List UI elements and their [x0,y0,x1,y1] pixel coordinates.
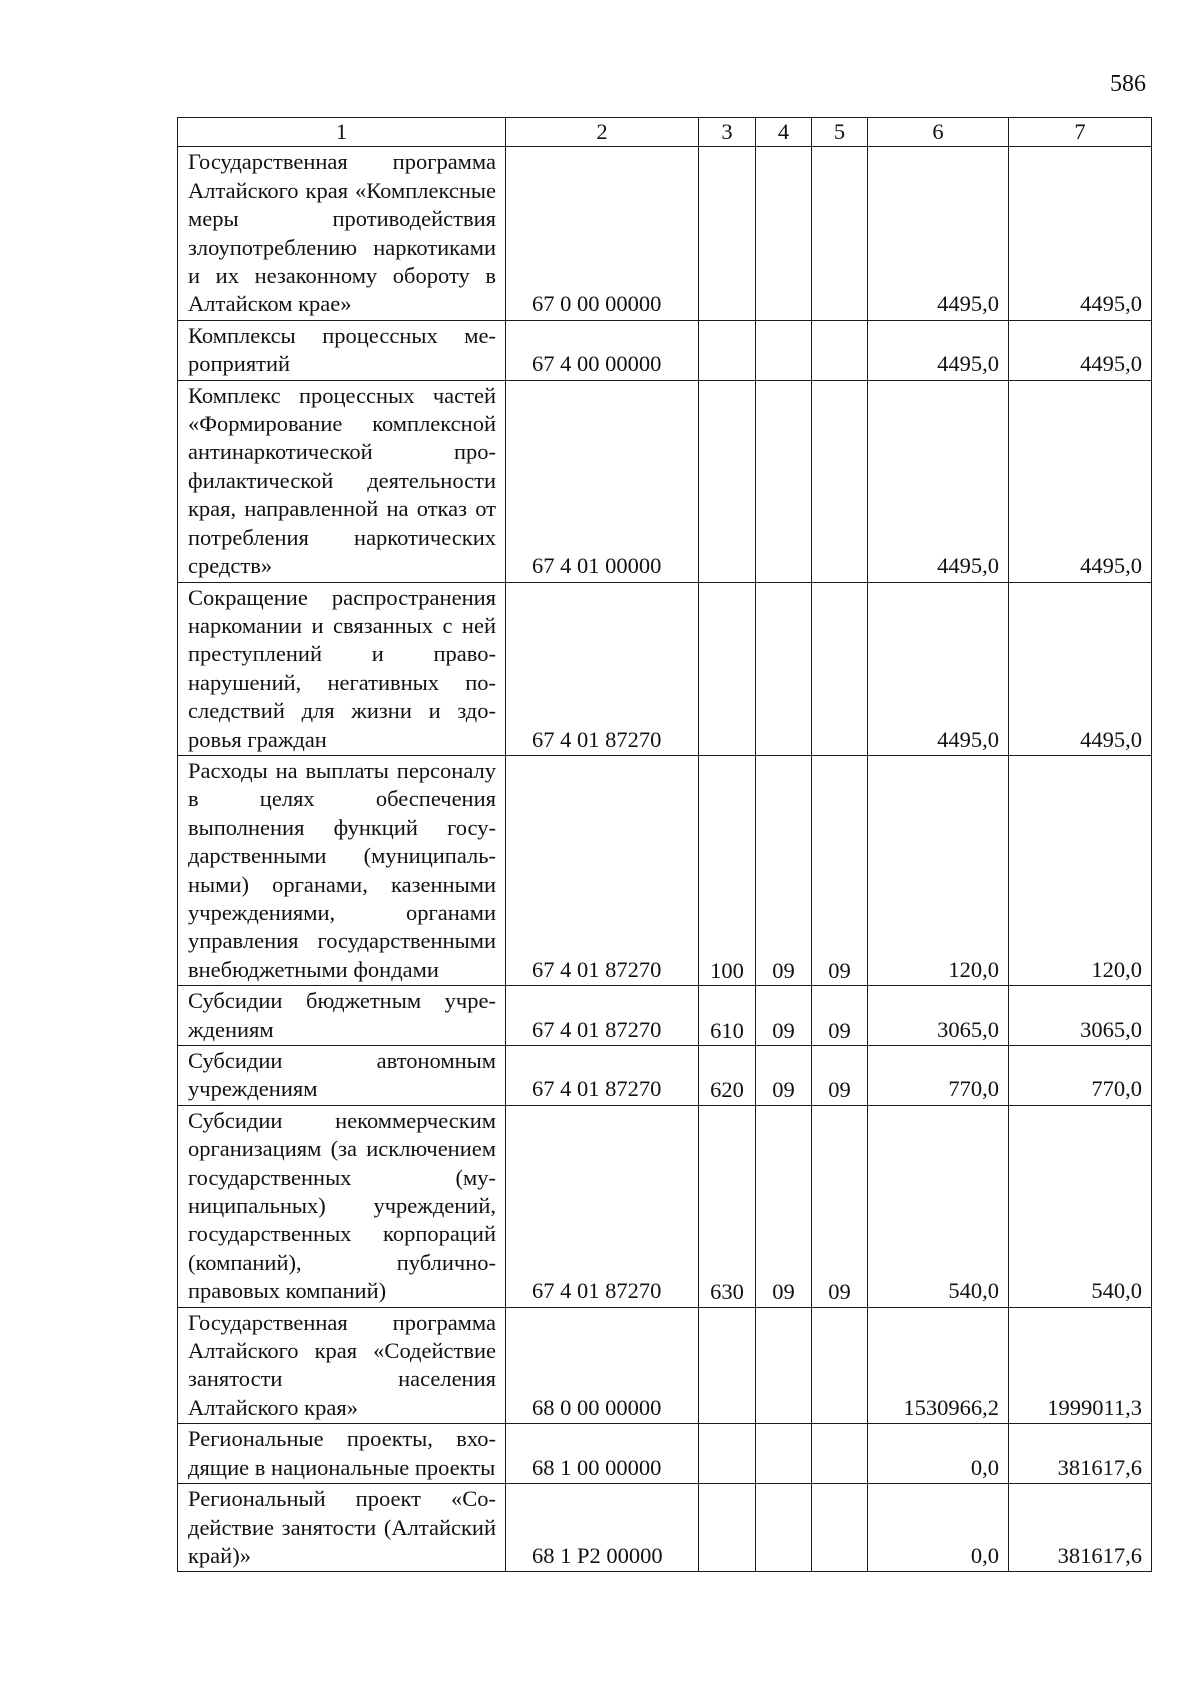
row-amount-6: 4495,0 [868,320,1009,380]
row-col3 [699,1307,756,1424]
row-col4 [756,320,812,380]
row-amount-6: 540,0 [868,1105,1009,1307]
page-number: 586 [1110,71,1146,97]
row-code: 68 1 P2 00000 [506,1484,699,1572]
row-code: 68 1 00 00000 [506,1424,699,1484]
row-amount-6: 120,0 [868,755,1009,985]
column-header: 1 [178,118,506,147]
table-row [178,147,1152,320]
row-code: 67 4 01 87270 [506,1046,699,1106]
row-col3: 100 [699,755,756,985]
row-col3 [699,582,756,755]
row-col4 [756,147,812,320]
row-amount-6: 3065,0 [868,986,1009,1046]
table-header-row [178,118,1152,147]
row-col4 [756,380,812,582]
row-amount-7: 4495,0 [1009,320,1152,380]
row-col5 [812,380,868,582]
row-name: Комплексы процессных мероприятий [178,320,506,380]
row-amount-7: 381617,6 [1009,1424,1152,1484]
row-code: 67 4 01 87270 [506,582,699,755]
row-name: Региональные проекты, входящие в национальные проекты [178,1424,506,1484]
column-header: 4 [756,118,812,147]
row-amount-6: 4495,0 [868,380,1009,582]
row-code: 67 4 01 87270 [506,755,699,985]
row-col4 [756,1424,812,1484]
row-name: Государственная программа Алтайского края «Содействие занятости населения Алтайского края» [178,1307,506,1424]
row-amount-7: 1999011,3 [1009,1307,1152,1424]
row-col5: 09 [812,986,868,1046]
row-col4: 09 [756,1046,812,1106]
column-header: 3 [699,118,756,147]
budget-table [177,117,1152,1572]
row-col4: 09 [756,1105,812,1307]
table-row [178,986,1152,1046]
table-row [178,582,1152,755]
row-code: 67 4 01 87270 [506,1105,699,1307]
row-col3 [699,1484,756,1572]
row-amount-7: 4495,0 [1009,380,1152,582]
row-col3 [699,380,756,582]
row-col3: 620 [699,1046,756,1106]
row-name: Государственная программа Алтайского края «Комплексные меры противодействия злоупотреблению наркотиками и их незаконному обороту в Алтайском крае» [178,147,506,320]
row-amount-6: 4495,0 [868,582,1009,755]
table-row [178,1105,1152,1307]
row-amount-7: 3065,0 [1009,986,1152,1046]
row-amount-6: 1530966,2 [868,1307,1009,1424]
column-header: 5 [812,118,868,147]
row-code: 67 4 00 00000 [506,320,699,380]
row-amount-7: 4495,0 [1009,147,1152,320]
table-row [178,320,1152,380]
row-col4 [756,1484,812,1572]
row-amount-7: 540,0 [1009,1105,1152,1307]
row-col4: 09 [756,986,812,1046]
row-col5: 09 [812,1046,868,1106]
row-col3: 630 [699,1105,756,1307]
row-name: Комплекс процессных частей «Формирование комплексной антинаркотической профилактической деятельности края, направленной на отказ от потребления наркотических средств» [178,380,506,582]
row-col5 [812,1424,868,1484]
row-col4: 09 [756,755,812,985]
row-col4 [756,582,812,755]
row-code: 67 4 01 87270 [506,986,699,1046]
row-col5: 09 [812,755,868,985]
row-name: Субсидии некоммерческим организациям (за исключением государственных (муниципальных) учреждений, государственных корпораций (компаний), публично-правовых компаний) [178,1105,506,1307]
column-header: 7 [1009,118,1152,147]
row-col4 [756,1307,812,1424]
row-amount-7: 770,0 [1009,1046,1152,1106]
row-amount-7: 4495,0 [1009,582,1152,755]
row-amount-6: 0,0 [868,1424,1009,1484]
row-name: Сокращение распространения наркомании и связанных с ней преступлений и правонарушений, негативных последствий для жизни и здоровья граждан [178,582,506,755]
table-row [178,380,1152,582]
row-code: 67 0 00 00000 [506,147,699,320]
row-name: Региональный проект «Содействие занятости (Алтайский край)» [178,1484,506,1572]
row-code: 68 0 00 00000 [506,1307,699,1424]
row-col5 [812,1484,868,1572]
table-row [178,1484,1152,1572]
row-col5 [812,320,868,380]
table-row [178,1046,1152,1106]
row-name: Субсидии бюджетным учреждениям [178,986,506,1046]
row-code: 67 4 01 00000 [506,380,699,582]
row-amount-7: 120,0 [1009,755,1152,985]
column-header: 2 [506,118,699,147]
row-name: Расходы на выплаты персоналу в целях обеспечения выполнения функций государственными (муниципальными) органами, казенными учреждениями, органами управления государственными внебюджетными фондами [178,755,506,985]
row-col3 [699,1424,756,1484]
column-header: 6 [868,118,1009,147]
row-name: Субсидии автономным учреждениям [178,1046,506,1106]
table-row [178,1424,1152,1484]
row-col3: 610 [699,986,756,1046]
row-col5: 09 [812,1105,868,1307]
row-amount-6: 770,0 [868,1046,1009,1106]
row-col3 [699,320,756,380]
row-col5 [812,147,868,320]
row-amount-7: 381617,6 [1009,1484,1152,1572]
table-row [178,1307,1152,1424]
row-amount-6: 4495,0 [868,147,1009,320]
row-col3 [699,147,756,320]
row-col5 [812,582,868,755]
row-amount-6: 0,0 [868,1484,1009,1572]
row-col5 [812,1307,868,1424]
table-row [178,755,1152,985]
